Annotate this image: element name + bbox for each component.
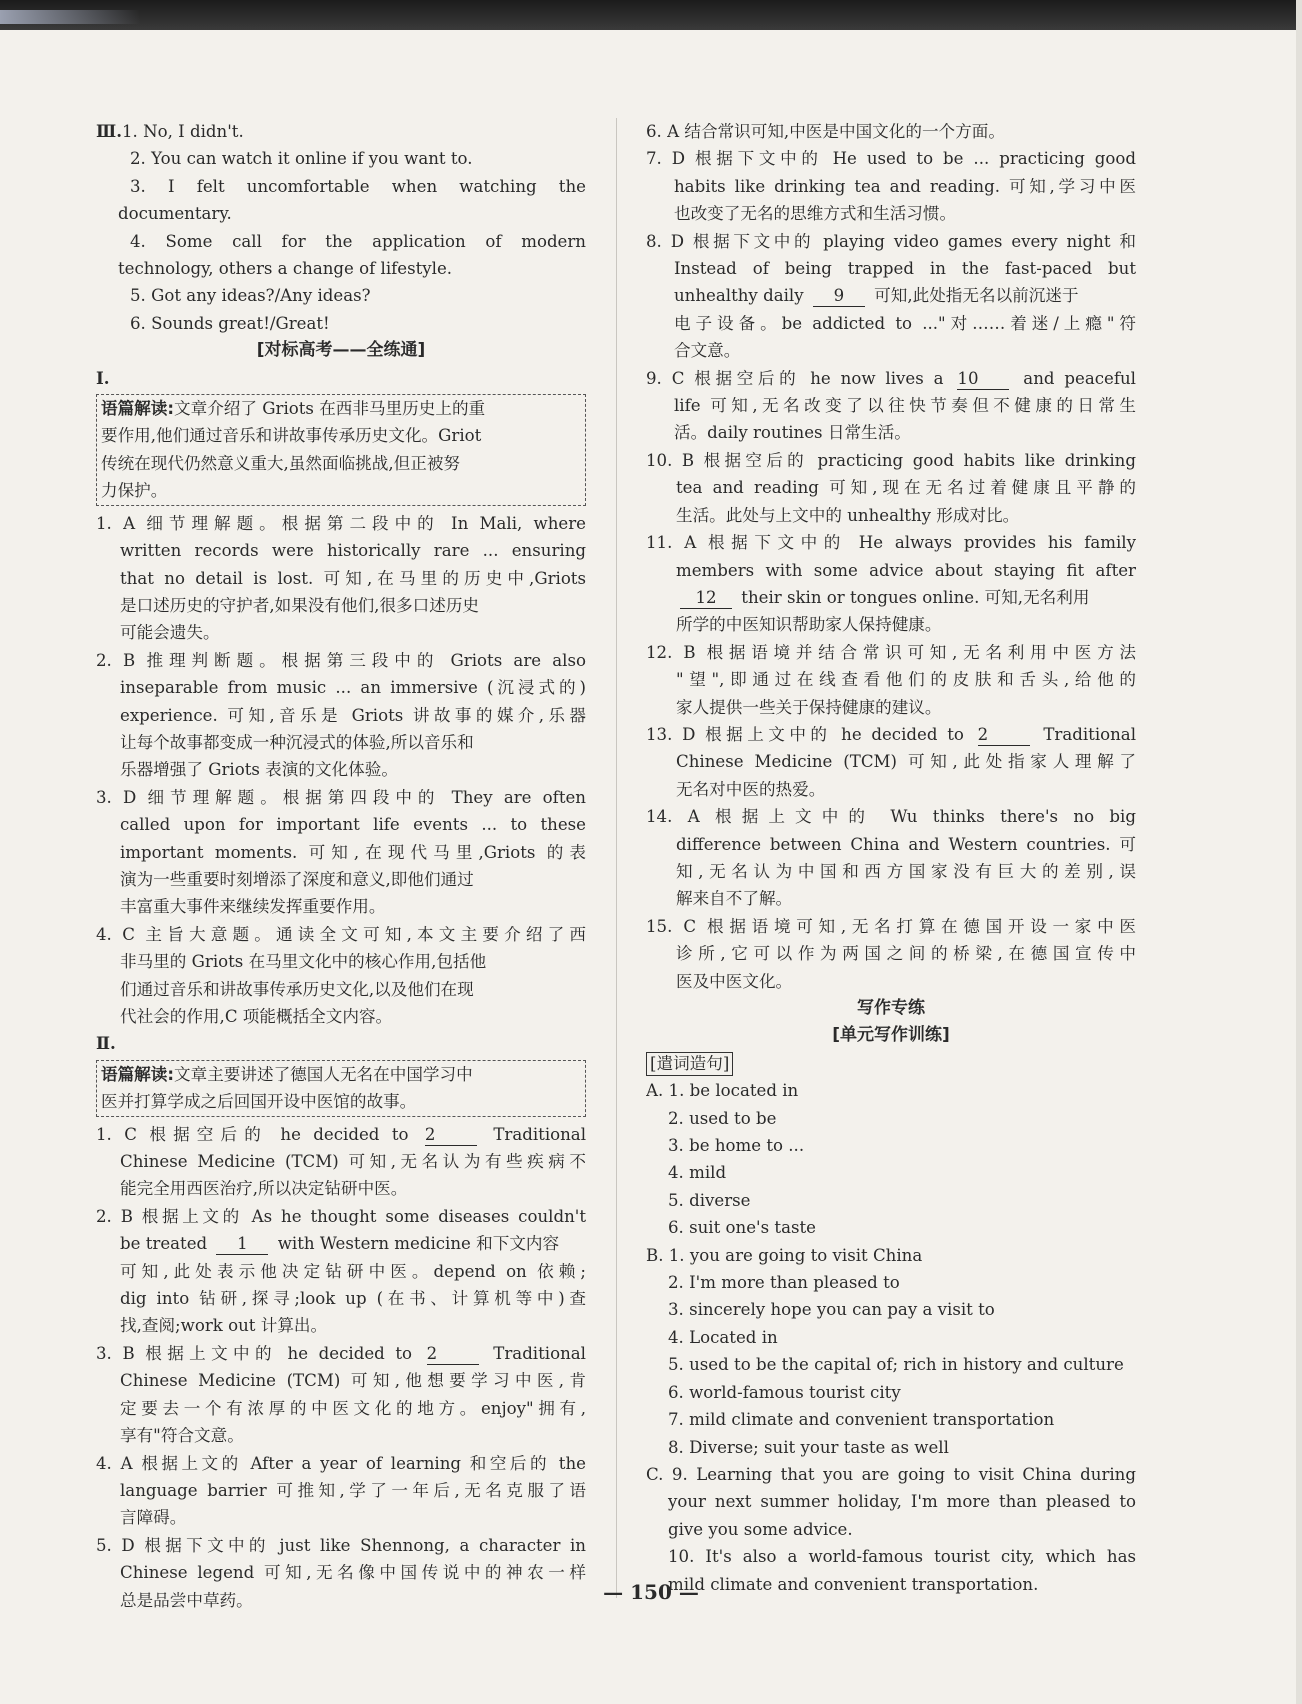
part-ii-label: Ⅱ. xyxy=(96,1033,116,1054)
scan-top-edge xyxy=(0,0,1302,30)
writing-title: 写作专练 xyxy=(857,998,925,1018)
answer-i-2: 2. B 推理判断题。根据第三段中的 Griots are also inseparable from music ... an immersive (沉浸式的) experience. 可知,音乐是 Griots 讲故事的媒介,乐器 让每个故事都变成一种沉浸式的体验,所以音乐和 乐器增强了 Griots 表演的文化体验。 xyxy=(96,650,586,780)
answer-iii-2: 2. You can watch it online if you want to. xyxy=(130,149,473,169)
answer-i-1: 1. A 细节理解题。根据第二段中的 In Mali, where written records were historically rare ... ensuring that no detail is lost. 可知,在马里的历史中,Griots 是口述历史的守护者,如果没有他们,很多口述历史 可能会遗失。 xyxy=(96,513,586,643)
answer-iii-5: 5. Got any ideas?/Any ideas? xyxy=(130,286,371,306)
section-title: [对标高考——全练通] xyxy=(256,340,426,361)
answer-i-4: 4. C 主旨大意题。通读全文可知,本文主要介绍了西 非马里的 Griots 在马里文化中的核心作用,包括他 们通过音乐和讲故事传承历史文化,以及他们在现 代社会的作用,C 项能概括全文内容。 xyxy=(96,924,586,1026)
answer-ii-14: 14. A 根据上文中的 Wu thinks there's no big difference between China and Western countries. 可 知,无名认为中国和西方国家没有巨大的差别,误 解来自不了解。 xyxy=(646,807,1136,909)
answer-ii-6: 6. A 结合常识可知,中医是中国文化的一个方面。 xyxy=(646,122,1005,141)
answer-i-3: 3. D 细节理解题。根据第四段中的 They are often called upon for important life events ... to these important moments. 可知,在现代马里,Griots 的表 演为一些重要时刻增添了深度和意义,即他们通过 丰富重大事件来继续发挥重要作用。 xyxy=(96,787,586,917)
writing-subtitle: [单元写作训练] xyxy=(832,1025,950,1046)
answer-iii-3-cont: documentary. xyxy=(118,204,232,224)
reading-label: 语篇解读: xyxy=(101,399,175,419)
reading-summary-box-2: 语篇解读:文章主要讲述了德国人无名在中国学习中 医并打算学成之后回国开设中医馆的故事。 xyxy=(96,1060,586,1117)
answer-ii-10: 10. B 根据空后的 practicing good habits like drinking tea and reading 可知,现在无名过着健康且平静的 生活。此处与上文中的 unhealthy 形成对比。 xyxy=(646,450,1136,525)
column-divider xyxy=(616,118,617,1598)
blank-2c: 2 xyxy=(978,725,1030,746)
answer-ii-8: 8. D 根据下文中的 playing video games every night 和 Instead of being trapped in the fast-paced but unhealthy daily 9 可知,此处指无名以前沉迷于 电子设备。be addicted to ..."对……着迷/上瘾"符 合文意。 xyxy=(646,231,1136,361)
blank-12: 12 xyxy=(680,588,732,609)
answer-iii-1: Ⅲ.1. No, I didn't. xyxy=(96,121,244,141)
answer-ii-12: 12. B 根据语境并结合常识可知,无名利用中医方法 "望",即通过在线查看他们的皮肤和舌头,给他的 家人提供一些关于保持健康的建议。 xyxy=(646,642,1136,717)
right-column xyxy=(646,118,1136,1598)
answer-iii-4-cont: technology, others a change of lifestyle. xyxy=(118,259,453,279)
answer-iii-6: 6. Sounds great!/Great! xyxy=(130,313,330,333)
blank-2: 2 xyxy=(425,1125,477,1146)
part-c-list: C. 9. Learning that you are going to visit China during your next summer holiday, I'm more than pleased to give you some advice. 10. It's also a world-famous tourist city, which has mild climate and convenient transportation. xyxy=(646,1464,1136,1594)
answer-ii-13: 13. D 根据上文中的 he decided to 2 Traditional Chinese Medicine (TCM) 可知,此处指家人理解了 无名对中医的热爱。 xyxy=(646,724,1136,799)
answer-ii-3: 3. B 根据上文中的 he decided to 2 Traditional Chinese Medicine (TCM) 可知,他想要学习中医,肯 定要去一个有浓厚的中医文化的地方。enjoy"拥有, 享有"符合文意。 xyxy=(96,1343,586,1446)
blank-10: 10 xyxy=(957,369,1009,390)
scan-right-edge xyxy=(1296,0,1302,1704)
answer-ii-11: 11. A 根据下文中的 He always provides his family members with some advice about staying fit after 12 their skin or tongues online. 可知,无名利用 所学的中医知识帮助家人保持健康。 xyxy=(646,533,1136,635)
part-i-label: Ⅰ. xyxy=(96,367,110,388)
answer-ii-9: 9. C 根据空后的 he now lives a 10 and peaceful life 可知,无名改变了以往快节奏但不健康的日常生 活。daily routines 日常生活。 xyxy=(646,368,1136,443)
answer-ii-1: 1. C 根据空后的 he decided to 2 Traditional Chinese Medicine (TCM) 可知,无名认为有些疾病不 能完全用西医治疗,所以决定钻研中医。 xyxy=(96,1124,586,1199)
blank-2b: 2 xyxy=(427,1344,479,1365)
part-b-list: B. 1. you are going to visit China 2. I'm more than pleased to 3. sincerely hope you can pay a visit to 4. Located in 5. used to be the capital of; rich in history and culture 6. world-famous tourist city 7. mild climate and convenient transportation 8. Diverse; suit your taste as well xyxy=(646,1245,1124,1457)
word-building-label: [遣词造句] xyxy=(646,1052,733,1076)
blank-9: 9 xyxy=(813,286,865,307)
left-column xyxy=(96,118,586,1614)
answer-ii-15: 15. C 根据语境可知,无名打算在德国开设一家中医 诊所,它可以作为两国之间的桥梁,在德国宣传中 医及中医文化。 xyxy=(646,916,1136,991)
part-a-list: A. 1. be located in 2. used to be 3. be home to ... 4. mild 5. diverse 6. suit one's taste xyxy=(646,1081,816,1238)
page-number: — 150 — xyxy=(603,1580,699,1604)
answer-ii-4: 4. A 根据上文的 After a year of learning 和空后的 the language barrier 可推知,学了一年后,无名克服了语 言障碍。 xyxy=(96,1453,586,1528)
answer-ii-2: 2. B 根据上文的 As he thought some diseases couldn't be treated 1 with Western medicine 和下文内容 可知,此处表示他决定钻研中医。depend on 依赖; dig into 钻研,探寻;look up (在书、计算机等中)查 找,查阅;work out 计算出。 xyxy=(96,1206,586,1336)
reading-label-2: 语篇解读: xyxy=(101,1064,175,1084)
scan-top-edge-fade xyxy=(0,10,140,24)
answer-iii-4: 4. Some call for the application of modern xyxy=(130,231,586,251)
answer-ii-7: 7. D 根据下文中的 He used to be ... practicing good habits like drinking tea and reading. 可知,学习中医 也改变了无名的思维方式和生活习惯。 xyxy=(646,149,1136,224)
blank-1: 1 xyxy=(216,1234,268,1255)
answer-iii-3: 3. I felt uncomfortable when watching the xyxy=(130,176,586,196)
answer-ii-5: 5. D 根据下文中的 just like Shennong, a character in Chinese legend 可知,无名像中国传说中的神农一样 总是品尝中草药。 xyxy=(96,1535,586,1610)
reading-summary-box: 语篇解读:文章介绍了 Griots 在西非马里历史上的重 要作用,他们通过音乐和讲故事传承历史文化。Griot 传统在现代仍然意义重大,虽然面临挑战,但正被努 力保护。 xyxy=(96,394,586,506)
